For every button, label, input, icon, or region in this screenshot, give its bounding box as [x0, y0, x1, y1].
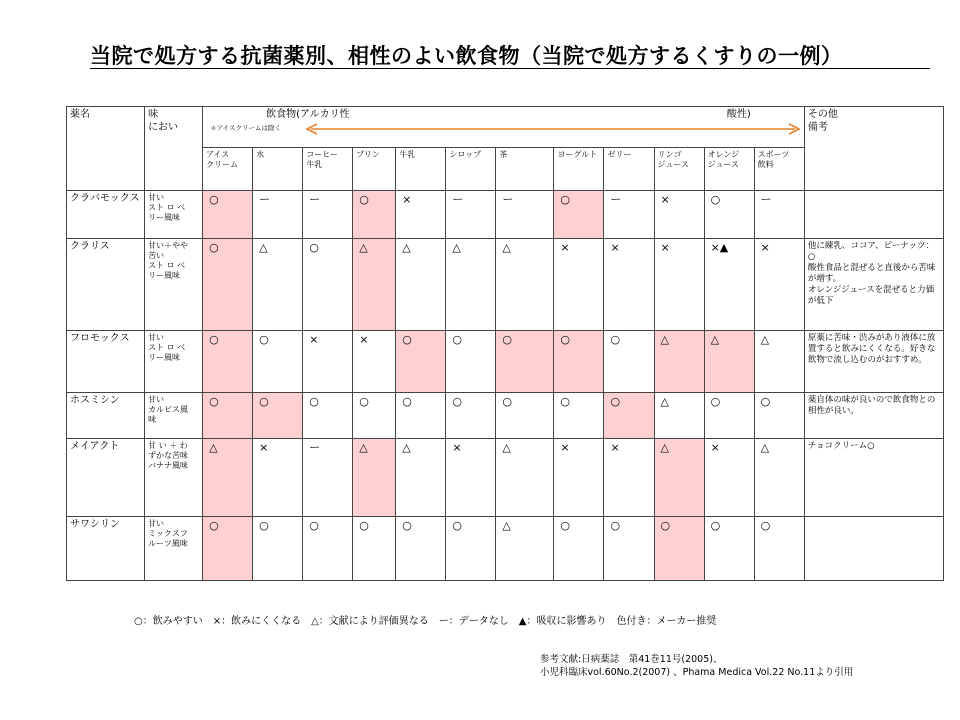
header-other: その他 備考 — [804, 107, 943, 191]
compat-mark: × — [554, 239, 604, 331]
drug-name: フロモックス — [67, 331, 145, 393]
header-drug: 薬名 — [67, 107, 145, 191]
food-header-cell: 茶 — [496, 148, 554, 191]
food-header-cell: リンゴ ジュース — [654, 148, 704, 191]
table-row — [67, 517, 944, 581]
drug-name: クラバモックス — [67, 191, 145, 239]
references — [540, 654, 853, 680]
compat-mark: ○ — [754, 393, 804, 439]
compat-mark: ○ — [704, 393, 754, 439]
compat-mark: ー — [496, 191, 554, 239]
compat-mark: ×▲ — [704, 239, 754, 331]
drug-note: 原薬に苦味・渋みがあり液体に放置すると飲みにくくなる。好きな飲物で流し込むのがおすすめ。 — [804, 331, 943, 393]
compat-mark: ○ — [604, 517, 654, 581]
compat-mark: △ — [396, 439, 446, 517]
reference-line: 小児科臨床vol.60No.2(2007) 、Phama Medica Vol.22 No.11より引用 — [540, 666, 854, 678]
compat-mark: ○ — [604, 331, 654, 393]
compat-mark: △ — [496, 439, 554, 517]
drug-note — [804, 191, 943, 239]
food-header-cell: 牛乳 — [396, 148, 446, 191]
compatibility-table — [66, 106, 944, 581]
drug-note: 薬自体の味が良いので飲食物との相性が良い。 — [804, 393, 943, 439]
compat-mark: ○ — [554, 191, 604, 239]
compat-mark: ○ — [554, 331, 604, 393]
food-header-cell: プリン — [353, 148, 396, 191]
compat-mark: ○ — [353, 191, 396, 239]
compat-mark: ○ — [496, 331, 554, 393]
reference-line: 参考文献:日病薬誌 第41巻11号(2005)、 — [540, 654, 723, 665]
drug-taste: 甘い スト ロ ベ リー風味 — [145, 191, 203, 239]
compat-mark: △ — [353, 239, 396, 331]
compat-mark: △ — [654, 331, 704, 393]
header-taste: 味 におい — [145, 107, 203, 191]
header-food-acidic: 酸性) — [726, 109, 751, 120]
compat-mark: ○ — [253, 331, 303, 393]
page-title: 当院で処方する抗菌薬別、相性のよい飲食物（当院で処方するくすりの一例） — [90, 44, 843, 68]
compat-mark: △ — [704, 331, 754, 393]
compat-mark: × — [554, 439, 604, 517]
food-header-cell: アイス クリーム — [203, 148, 253, 191]
compat-mark: ○ — [253, 517, 303, 581]
compat-mark: ー — [604, 191, 654, 239]
compat-mark: ー — [446, 191, 496, 239]
compat-mark: ○ — [396, 331, 446, 393]
table-row — [67, 393, 944, 439]
compat-mark: × — [303, 331, 353, 393]
food-header-cell: オレンジ ジュース — [704, 148, 754, 191]
compat-mark: × — [604, 239, 654, 331]
compat-mark: × — [704, 439, 754, 517]
compat-mark: △ — [654, 439, 704, 517]
compat-mark: ○ — [446, 393, 496, 439]
compat-mark: × — [654, 239, 704, 331]
compat-mark: ○ — [446, 331, 496, 393]
compat-mark: ○ — [203, 331, 253, 393]
drug-taste: 甘い スト ロ ベ リー風味 — [145, 331, 203, 393]
compat-mark: × — [446, 439, 496, 517]
table-row — [67, 439, 944, 517]
compat-mark: △ — [496, 517, 554, 581]
compat-mark: ○ — [353, 517, 396, 581]
drug-note — [804, 517, 943, 581]
table-row — [67, 331, 944, 393]
legend: ○：飲みやすい ×：飲みにくくなる △：文献により評価異なる ー：データなし ▲：吸収に影響あり 色付き：メーカー推奨 — [134, 616, 717, 627]
compat-mark: ー — [253, 191, 303, 239]
table-row — [67, 191, 944, 239]
compat-mark: △ — [446, 239, 496, 331]
drug-taste: 甘い＋やや 苦い スト ロ ベ リー風味 — [145, 239, 203, 331]
compat-mark: ○ — [203, 393, 253, 439]
food-header-cell: スポーツ 飲料 — [754, 148, 804, 191]
drug-taste: 甘い ミックスフ ルーツ風味 — [145, 517, 203, 581]
compat-mark: ○ — [203, 517, 253, 581]
compat-mark: ○ — [353, 393, 396, 439]
food-header-cell: コーヒー 牛乳 — [303, 148, 353, 191]
compat-mark: △ — [654, 393, 704, 439]
compat-mark: ー — [754, 191, 804, 239]
compat-mark: ○ — [203, 239, 253, 331]
drug-name: ホスミシン — [67, 393, 145, 439]
compat-mark: △ — [496, 239, 554, 331]
compat-mark: ○ — [303, 393, 353, 439]
compat-mark: ○ — [754, 517, 804, 581]
compat-mark: △ — [203, 439, 253, 517]
drug-name: メイアクト — [67, 439, 145, 517]
compat-mark: × — [654, 191, 704, 239]
compat-mark: △ — [353, 439, 396, 517]
drug-name: サワシリン — [67, 517, 145, 581]
compat-mark: × — [604, 439, 654, 517]
compat-mark: ○ — [203, 191, 253, 239]
drug-note: チョコクリーム○ — [804, 439, 943, 517]
drug-taste: 甘 い ＋ わ ずかな苦味 バナナ風味 — [145, 439, 203, 517]
compat-mark: ○ — [704, 517, 754, 581]
compat-mark: ○ — [396, 393, 446, 439]
compat-mark: △ — [253, 239, 303, 331]
compat-mark: ○ — [704, 191, 754, 239]
title-underline — [90, 68, 930, 69]
food-header-cell: ヨーグルト — [554, 148, 604, 191]
header-food — [203, 107, 805, 148]
ph-arrow — [303, 123, 803, 135]
drug-name: クラリス — [67, 239, 145, 331]
compat-mark: △ — [754, 439, 804, 517]
compat-mark: × — [353, 331, 396, 393]
compat-mark: ー — [303, 439, 353, 517]
food-header-cell: 水 — [253, 148, 303, 191]
compat-mark: ○ — [396, 517, 446, 581]
compat-mark: × — [754, 239, 804, 331]
compat-mark: △ — [396, 239, 446, 331]
header-food-alkaline: 飲食物(アルカリ性 — [266, 109, 350, 120]
food-header-cell: ゼリー — [604, 148, 654, 191]
drug-taste: 甘い カルピス風 味 — [145, 393, 203, 439]
compat-mark: ○ — [253, 393, 303, 439]
compat-mark: × — [253, 439, 303, 517]
compat-mark: ○ — [303, 239, 353, 331]
compat-mark: ○ — [654, 517, 704, 581]
drug-note: 他に練乳、ココア、ピーナッツ：○ 酸性食品と混ぜると直後から苦味が増す。 オレンジジュースを混ぜると力価が低下 — [804, 239, 943, 331]
compat-mark: △ — [754, 331, 804, 393]
compat-mark: ○ — [554, 517, 604, 581]
compat-mark: ○ — [496, 393, 554, 439]
compat-mark: ー — [303, 191, 353, 239]
food-header-cell: シロップ — [446, 148, 496, 191]
header-row — [67, 107, 944, 148]
table-row — [67, 239, 944, 331]
header-food-note: ＊アイスクリームは除く — [210, 123, 281, 132]
compat-mark: ○ — [446, 517, 496, 581]
compat-mark: ○ — [303, 517, 353, 581]
compat-mark: ○ — [554, 393, 604, 439]
compat-mark: × — [396, 191, 446, 239]
compat-mark: ○ — [604, 393, 654, 439]
